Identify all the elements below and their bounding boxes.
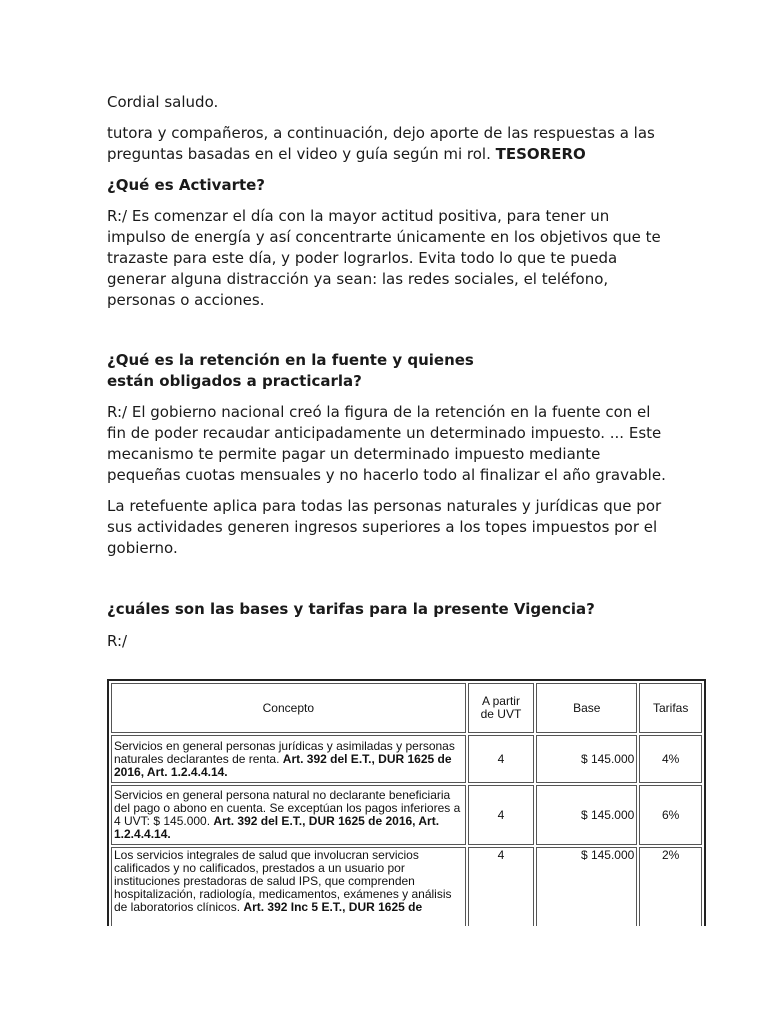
tarifa-cell: 4% xyxy=(639,735,702,783)
concept-cell xyxy=(111,847,466,926)
document-body xyxy=(107,92,667,661)
uvt-cell: 4 xyxy=(468,847,535,926)
answer-activarte: R:/ Es comenzar el día con la mayor actitud positiva, para tener un impulso de energía y así concentrarte únicamente en los objetivos que te trazaste para este día, y poder lograrlos. Evita todo lo que te pueda generar alguna distracción ya sean: las redes sociales, el teléfono, personas o acciones. xyxy=(107,207,661,309)
concept-cell xyxy=(111,785,466,845)
tarifa-cell: 6% xyxy=(639,785,702,845)
header-uvt xyxy=(468,683,535,733)
question-retencion-line2: están obligados a practicarla? xyxy=(107,372,362,390)
question-activarte: ¿Qué es Activarte? xyxy=(107,176,266,194)
answer-retefuente: La retefuente aplica para todas las personas naturales y jurídicas que por sus actividades generen ingresos superiores a los topes impuestos por el gobierno. xyxy=(107,497,662,557)
header-tarifas: Tarifas xyxy=(639,683,702,733)
base-cell: $ 145.000 xyxy=(536,735,637,783)
intro-text: tutora y compañeros, a continuación, dejo aporte de las respuestas a las preguntas basadas en el video y guía según mi rol. xyxy=(107,124,655,163)
header-base: Base xyxy=(536,683,637,733)
concept-reference: Art. 392 del E.T., DUR 1625 de 2016, Art. 1.2.4.4.14. xyxy=(114,814,440,841)
header-concepto: Concepto xyxy=(111,683,466,733)
tarifas-table xyxy=(109,681,704,926)
uvt-cell: 4 xyxy=(468,785,535,845)
table-row xyxy=(111,847,702,926)
concept-text: Los servicios integrales de salud que involucran servicios calificados y no calificados, prestados a un usuario por instituciones prestadoras de salud IPS, que comprenden hospitalización, radiología, medicamentos, exámenes y análisis de laboratorios clínicos. xyxy=(114,848,452,914)
role-label: TESORERO xyxy=(495,145,586,163)
header-uvt-line2: de UVT xyxy=(480,707,522,721)
question-retencion xyxy=(107,350,667,392)
concept-cell xyxy=(111,735,466,783)
concept-text: Servicios en general persona natural no declarante beneficiaria del pago o abono en cuenta. Se exceptúan los pagos inferiores a 4 UVT: $ 145.000. xyxy=(114,788,461,828)
answer-bases-tarifas: R:/ xyxy=(107,632,128,650)
base-cell: $ 145.000 xyxy=(536,785,637,845)
concept-reference: Art. 392 Inc 5 E.T., DUR 1625 de xyxy=(243,900,423,914)
table-row xyxy=(111,735,702,783)
question-retencion-line1: ¿Qué es la retención en la fuente y quienes xyxy=(107,351,474,369)
question-bases-tarifas: ¿cuáles son las bases y tarifas para la presente Vigencia? xyxy=(107,600,595,618)
intro-paragraph xyxy=(107,123,667,165)
concept-text: Servicios en general personas jurídicas y asimiladas y personas naturales declarantes de renta. xyxy=(114,738,455,766)
base-cell: $ 145.000 xyxy=(536,847,637,926)
concept-reference: Art. 392 del E.T., DUR 1625 de 2016, Art. 1.2.4.4.14. xyxy=(114,751,452,779)
tarifas-table-container xyxy=(107,679,706,926)
greeting: Cordial saludo. xyxy=(107,93,219,111)
table-row xyxy=(111,785,702,845)
table-header-row xyxy=(111,683,702,733)
tarifa-cell: 2% xyxy=(639,847,702,926)
answer-retencion: R:/ El gobierno nacional creó la figura de la retención en la fuente con el fin de poder recaudar anticipadamente un determinado impuesto. ... Este mecanismo te permite pagar un determinado impuesto mediante pequeñas cuotas mensuales y no hacerlo todo al finalizar el año gravable. xyxy=(107,403,666,484)
header-uvt-line1: A partir xyxy=(481,694,520,708)
uvt-cell: 4 xyxy=(468,735,535,783)
